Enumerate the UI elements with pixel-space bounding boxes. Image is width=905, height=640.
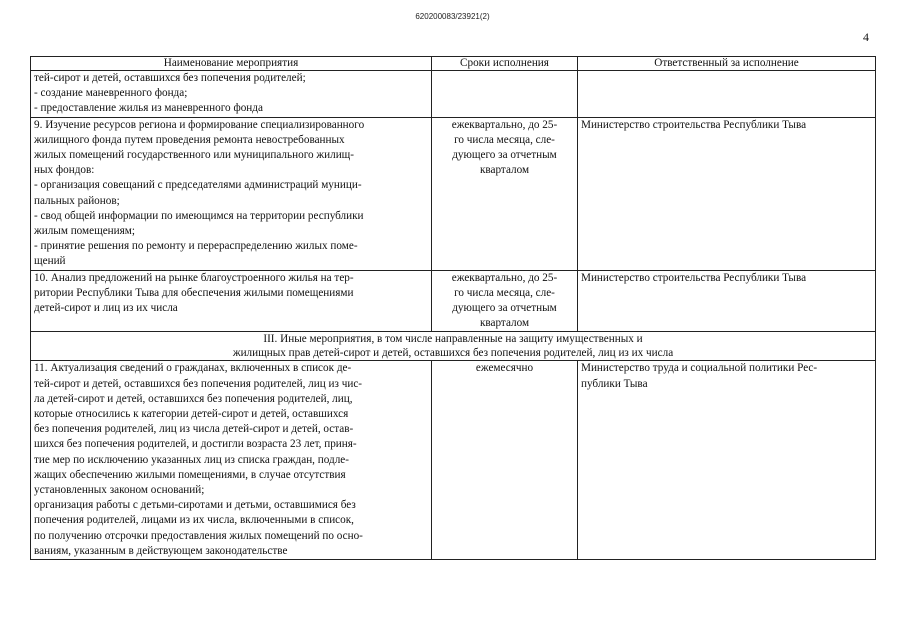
- responsible-cell: [578, 117, 876, 270]
- text-line: пальных районов;: [34, 194, 120, 207]
- text-line: 11. Актуализация сведений о гражданах, включенных в список де-: [34, 362, 352, 375]
- text-line: - создание маневренного фонда;: [34, 87, 188, 100]
- text-line: жилищного фонда путем проведения ремонта невостребованных: [34, 133, 345, 146]
- responsible-cell: [578, 361, 876, 560]
- text-line: дующего за отчетным: [452, 302, 557, 315]
- text-line: которые относились к категории детей-сирот и детей, оставшихся: [34, 408, 349, 421]
- text-line: без попечения родителей, лиц из числа детей-сирот и детей, остав-: [34, 423, 354, 436]
- text-line: го числа месяца, сле-: [454, 286, 555, 299]
- measure-cell: [31, 270, 432, 332]
- deadline-cell: [432, 270, 578, 332]
- text-line: установленных законом оснований;: [34, 484, 205, 497]
- section-title: [31, 332, 876, 361]
- table-row-11: [31, 361, 876, 560]
- text-line: жилым помещениям;: [34, 225, 135, 238]
- text-line: жилищных прав детей-сирот и детей, оставшихся без попечения родителей, лиц из их числа: [232, 347, 674, 360]
- text-line: по получению отсрочки предоставления жилых помещений по осно-: [34, 529, 363, 542]
- text-line: Министерство строительства Республики Тыва: [581, 118, 807, 131]
- text-line: - предоставление жилья из маневренного фонда: [34, 102, 263, 115]
- text-line: ежемесячно: [475, 362, 534, 375]
- text-line: го числа месяца, сле-: [454, 133, 555, 146]
- text-line: публики Тыва: [581, 377, 648, 390]
- text-line: кварталом: [479, 164, 530, 177]
- measures-table: [30, 56, 876, 560]
- page-number: 4: [863, 30, 869, 44]
- text-line: жащих обеспечению жилыми помещениями, в случае отсутствия: [34, 468, 346, 481]
- text-line: детей-сирот и лиц из их числа: [34, 302, 178, 315]
- header-measure-name: Наименование мероприятия: [31, 57, 432, 71]
- deadline-cell: [432, 361, 578, 560]
- deadline-cell: [432, 71, 578, 118]
- text-line: ежеквартально, до 25-: [451, 118, 558, 131]
- text-line: тей-сирот и детей, оставшихся без попечения родителей, лиц из чис-: [34, 377, 363, 390]
- text-line: кварталом: [479, 317, 530, 330]
- text-line: жилых помещений государственного или муниципального жилищ-: [34, 149, 355, 162]
- text-line: III. Иные мероприятия, в том числе направленные на защиту имущественных и: [263, 333, 643, 346]
- responsible-cell: [578, 71, 876, 118]
- header-responsible: Ответственный за исполнение: [578, 57, 876, 71]
- text-line: Министерство труда и социальной политики Рес-: [581, 362, 818, 375]
- text-line: ритории Республики Тыва для обеспечения жилыми помещениями: [34, 286, 354, 299]
- text-line: тие мер по исключению указанных лиц из списка граждан, подле-: [34, 453, 349, 466]
- text-line: шихся без попечения родителей, и достигли возраста 23 лет, приня-: [34, 438, 357, 451]
- table-row-10: [31, 270, 876, 332]
- text-line: организация работы с детьми-сиротами и детьми, оставшимися без: [34, 499, 356, 512]
- section-header-row: [31, 332, 876, 361]
- text-line: дующего за отчетным: [452, 149, 557, 162]
- document-id: 620200083/23921(2): [415, 12, 490, 21]
- text-line: ла детей-сирот и детей, оставшихся без попечения родителей, лиц,: [34, 392, 353, 405]
- text-line: ных фондов:: [34, 164, 95, 177]
- header-deadline: Сроки исполнения: [432, 57, 578, 71]
- text-line: - принятие решения по ремонту и перераспределению жилых поме-: [34, 240, 358, 253]
- measure-cell: [31, 361, 432, 560]
- text-line: Министерство строительства Республики Тыва: [581, 271, 807, 284]
- text-line: щений: [34, 255, 66, 268]
- text-line: - свод общей информации по имеющимся на территории республики: [34, 209, 364, 222]
- table-row-9: [31, 117, 876, 270]
- measure-cell: [31, 71, 432, 118]
- text-line: ваниям, указанным в действующем законодательстве: [34, 544, 288, 557]
- table-header-row: [31, 57, 876, 71]
- text-line: - организация совещаний с председателями администраций муници-: [34, 179, 362, 192]
- text-line: попечения родителей, лицами из их числа, включенными в список,: [34, 514, 354, 527]
- responsible-cell: [578, 270, 876, 332]
- deadline-cell: [432, 117, 578, 270]
- text-line: тей-сирот и детей, оставшихся без попечения родителей;: [34, 72, 306, 84]
- text-line: 10. Анализ предложений на рынке благоустроенного жилья на тер-: [34, 271, 354, 284]
- table-row-continuation: [31, 71, 876, 118]
- text-line: 9. Изучение ресурсов региона и формирование специализированного: [34, 118, 365, 131]
- text-line: ежеквартально, до 25-: [451, 271, 558, 284]
- measure-cell: [31, 117, 432, 270]
